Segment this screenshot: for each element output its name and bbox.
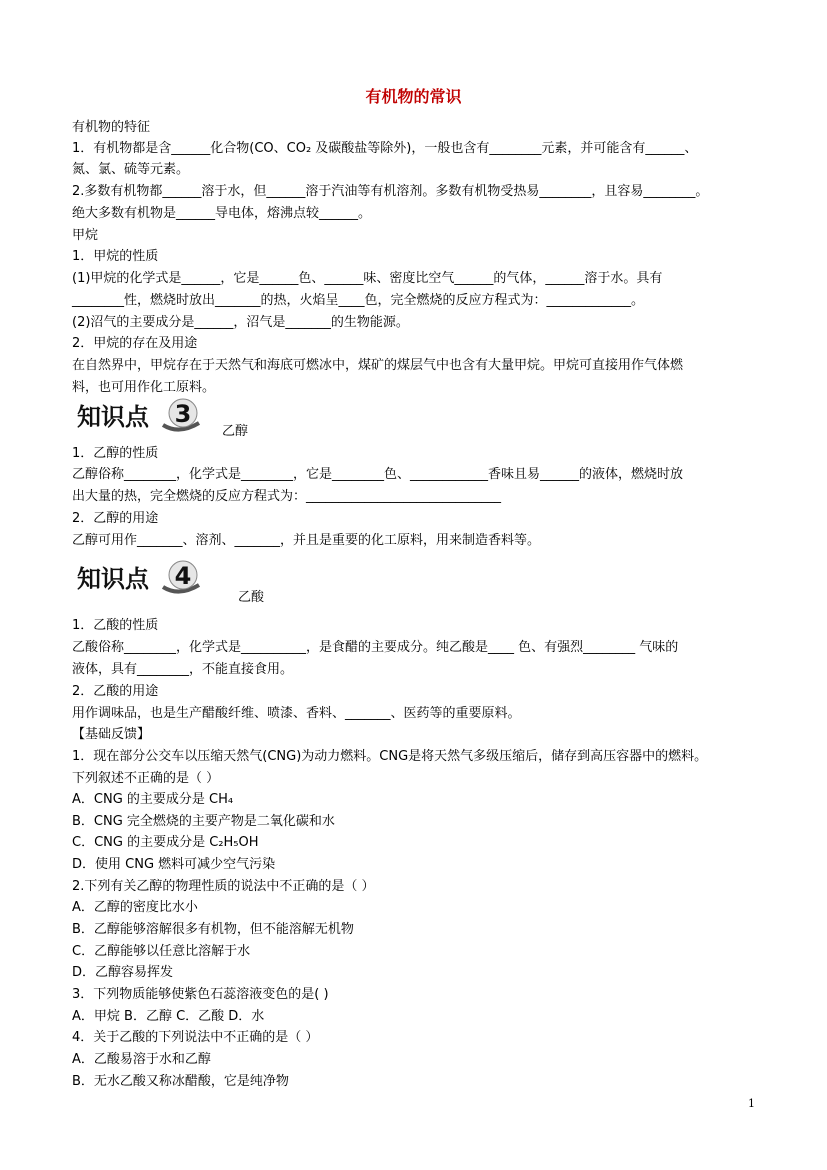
text-line: 液体，具有________，不能直接食用。 — [72, 662, 294, 677]
text-line: (1)甲烷的化学式是______，它是______色、______味、密度比空气______的气体，______溶于水。具有 — [72, 271, 663, 286]
text-line: 1．有机物都是含______化合物(CO、CO₂ 及碳酸盐等除外)，一般也含有________元素，并可能含有______、 — [72, 141, 698, 156]
text-line: 2．乙酸的用途 — [72, 684, 159, 699]
option-line: A．甲烷 B．乙醇 C．乙酸 D．水 — [72, 1009, 265, 1024]
text-line: 1．现在部分公交车以压缩天然气(CNG)为动力燃料。CNG是将天然气多级压缩后，储存到高压容器中的燃料。 — [72, 749, 708, 764]
text-line: 有机物的特征 — [72, 120, 151, 135]
option-line: A．CNG 的主要成分是 CH₄ — [72, 792, 234, 807]
badge-number: 3 — [174, 400, 192, 428]
text-line: (2)沼气的主要成分是______，沼气是_______的生物能源。 — [72, 315, 409, 330]
option-line: C．乙醇能够以任意比溶解于水 — [72, 944, 251, 959]
text-line: 乙醇俗称________，化学式是________，它是________色、____________香味且易______的液体，燃烧时放 — [72, 467, 684, 482]
text-line: 下列叙述不正确的是（ ） — [72, 771, 220, 786]
knowledge-point-4-badge — [75, 557, 211, 597]
section-heading-feedback: 【基础反馈】 — [72, 727, 151, 742]
text-line: 用作调味品，也是生产醋酸纤维、喷漆、香料、_______、医药等的重要原料。 — [72, 706, 521, 721]
text-line: 2．乙醇的用途 — [72, 511, 159, 526]
option-line: B．CNG 完全燃烧的主要产物是二氧化碳和水 — [72, 814, 335, 829]
badge-number: 4 — [174, 562, 192, 590]
badge-label: 知识点 — [77, 403, 149, 431]
text-line: 绝大多数有机物是______导电体，熔沸点较______。 — [72, 206, 372, 221]
text-line: 1．乙醇的性质 — [72, 446, 159, 461]
text-line: 出大量的热，完全燃烧的反应方程式为：______________________________ — [72, 489, 502, 504]
option-line: A．乙醇的密度比水小 — [72, 900, 198, 915]
text-line: 1．乙酸的性质 — [72, 618, 159, 633]
badge-label: 知识点 — [77, 565, 149, 593]
text-line: 料，也可用作化工原料。 — [72, 380, 216, 395]
text-line: 1．甲烷的性质 — [72, 249, 159, 264]
text-line: 乙醇可用作_______、溶剂、_______，并且是重要的化工原料，用来制造香料等。 — [72, 533, 541, 548]
section-title-acetic-acid: 乙酸 — [238, 590, 265, 605]
text-line: 3．下列物质能够使紫色石蕊溶液变色的是( ) — [72, 987, 329, 1002]
knowledge-point-3-badge — [75, 395, 211, 435]
option-line: D．乙醇容易挥发 — [72, 965, 174, 980]
text-line: 乙酸俗称________，化学式是__________，是食醋的主要成分。纯乙酸是____ 色、有强烈________ 气味的 — [72, 640, 679, 655]
text-line: 4．关于乙酸的下列说法中不正确的是（ ） — [72, 1030, 319, 1045]
option-line: D．使用 CNG 燃料可减少空气污染 — [72, 857, 276, 872]
text-line: ________性，燃烧时放出_______的热，火焰呈____色，完全燃烧的反应方程式为：_____________。 — [72, 293, 645, 308]
text-line: 2.下列有关乙醇的物理性质的说法中不正确的是（ ） — [72, 879, 375, 894]
page-title: 有机物的常识 — [365, 87, 462, 106]
option-line: A．乙酸易溶于水和乙醇 — [72, 1052, 211, 1067]
text-line: 2．甲烷的存在及用途 — [72, 336, 198, 351]
option-line: C．CNG 的主要成分是 C₂H₅OH — [72, 835, 259, 850]
text-line: 甲烷 — [72, 228, 99, 243]
text-line: 在自然界中，甲烷存在于天然气和海底可燃冰中，煤矿的煤层气中也含有大量甲烷。甲烷可直接用作气体燃 — [72, 358, 684, 373]
section-title-ethanol: 乙醇 — [222, 424, 249, 439]
text-line: 2.多数有机物都______溶于水，但______溶于汽油等有机溶剂。多数有机物受热易________，且容易________。 — [72, 184, 709, 199]
option-line: B．乙醇能够溶解很多有机物，但不能溶解无机物 — [72, 922, 354, 937]
text-line: 氮、氯、硫等元素。 — [72, 162, 190, 177]
option-line: B．无水乙酸又称冰醋酸，它是纯净物 — [72, 1074, 289, 1089]
page-number: 1 — [748, 1097, 755, 1110]
